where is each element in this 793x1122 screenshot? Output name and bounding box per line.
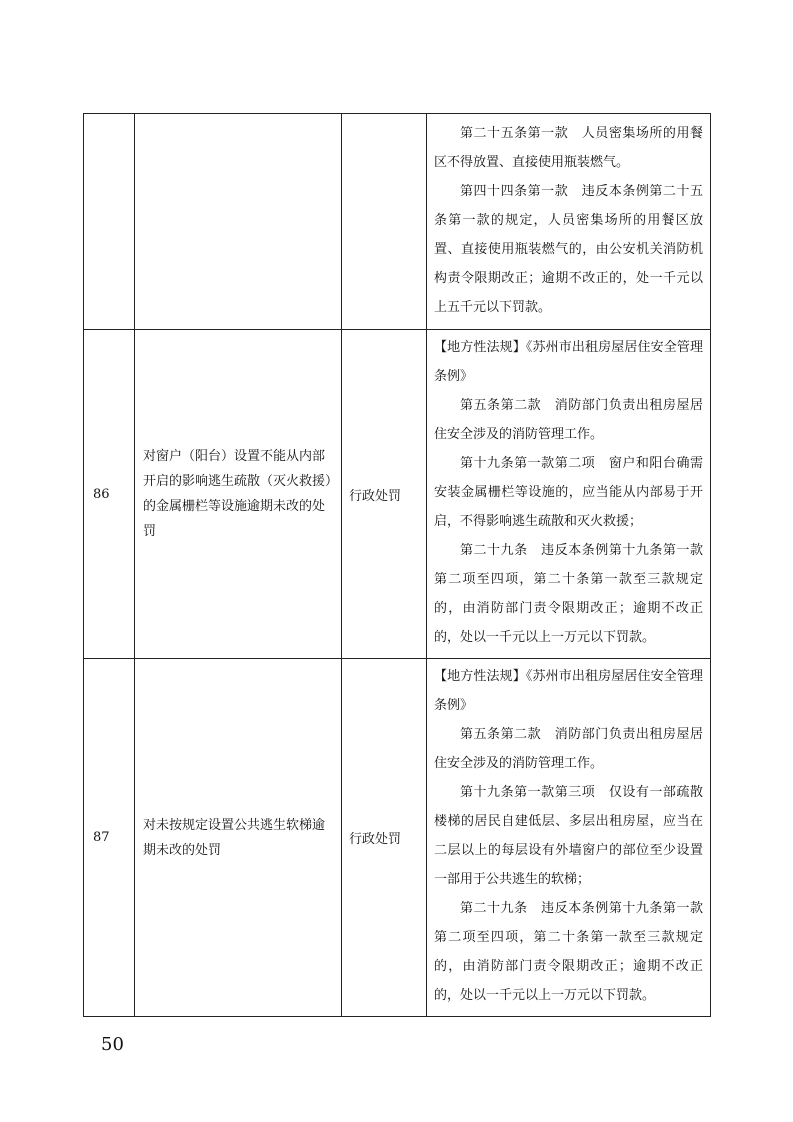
regulation-table (83, 113, 711, 1017)
table-row (84, 114, 711, 330)
table-row (84, 330, 711, 659)
basis-paragraph: 第十九条第一款第三项 仅设有一部疏散楼梯的居民自建低层、多层出租房屋，应当在二层以上的每层设有外墙窗户的部位至少设置一部用于公共逃生的软梯； (434, 785, 703, 887)
page-number: 50 (101, 1034, 124, 1055)
item-name-cell (135, 114, 342, 330)
basis-paragraph: 第二十九条 违反本条例第十九条第一款第二项至四项，第二十条第一款至三款规定的，由消防部门责令限期改正；逾期不改正的，处以一千元以上一万元以下罚款。 (434, 901, 703, 1003)
row-number-cell: 86 (84, 330, 135, 659)
legal-basis-cell (427, 114, 711, 330)
basis-paragraph: 第十九条第一款第二项 窗户和阳台确需安装金属栅栏等设施的，应当能从内部易于开启，不得影响逃生疏散和灭火救援； (434, 456, 703, 529)
basis-paragraph: 第五条第二款 消防部门负责出租房屋居住安全涉及的消防管理工作。 (434, 727, 703, 771)
item-type-cell: 行政处罚 (342, 659, 427, 1017)
row-number-cell (84, 114, 135, 330)
item-name-cell: 对未按规定设置公共逃生软梯逾期未改的处罚 (135, 659, 342, 1017)
basis-paragraph: 第四十四条第一款 违反本条例第二十五条第一款的规定，人员密集场所的用餐区放置、直接使用瓶装燃气的，由公安机关消防机构责令限期改正；逾期不改正的，处一千元以上五千元以下罚款。 (434, 183, 703, 315)
basis-paragraph: 第二十九条 违反本条例第十九条第一款第二项至四项，第二十条第一款至三款规定的，由消防部门责令限期改正；逾期不改正的，处以一千元以上一万元以下罚款。 (434, 543, 703, 645)
basis-paragraph: 第五条第二款 消防部门负责出租房屋居住安全涉及的消防管理工作。 (434, 398, 703, 442)
basis-heading: 【地方性法规】《苏州市出租房屋居住安全管理条例》 (434, 669, 703, 713)
item-type-cell (342, 114, 427, 330)
legal-basis-cell (427, 330, 711, 659)
item-type-cell: 行政处罚 (342, 330, 427, 659)
row-number-cell: 87 (84, 659, 135, 1017)
legal-basis-cell (427, 659, 711, 1017)
basis-paragraph: 第二十五条第一款 人员密集场所的用餐区不得放置、直接使用瓶装燃气。 (434, 125, 703, 170)
table-row (84, 659, 711, 1017)
item-name-cell: 对窗户（阳台）设置不能从内部开启的影响逃生疏散（灭火救援）的金属栅栏等设施逾期未改的处罚 (135, 330, 342, 659)
basis-heading: 【地方性法规】《苏州市出租房屋居住安全管理条例》 (434, 340, 703, 384)
